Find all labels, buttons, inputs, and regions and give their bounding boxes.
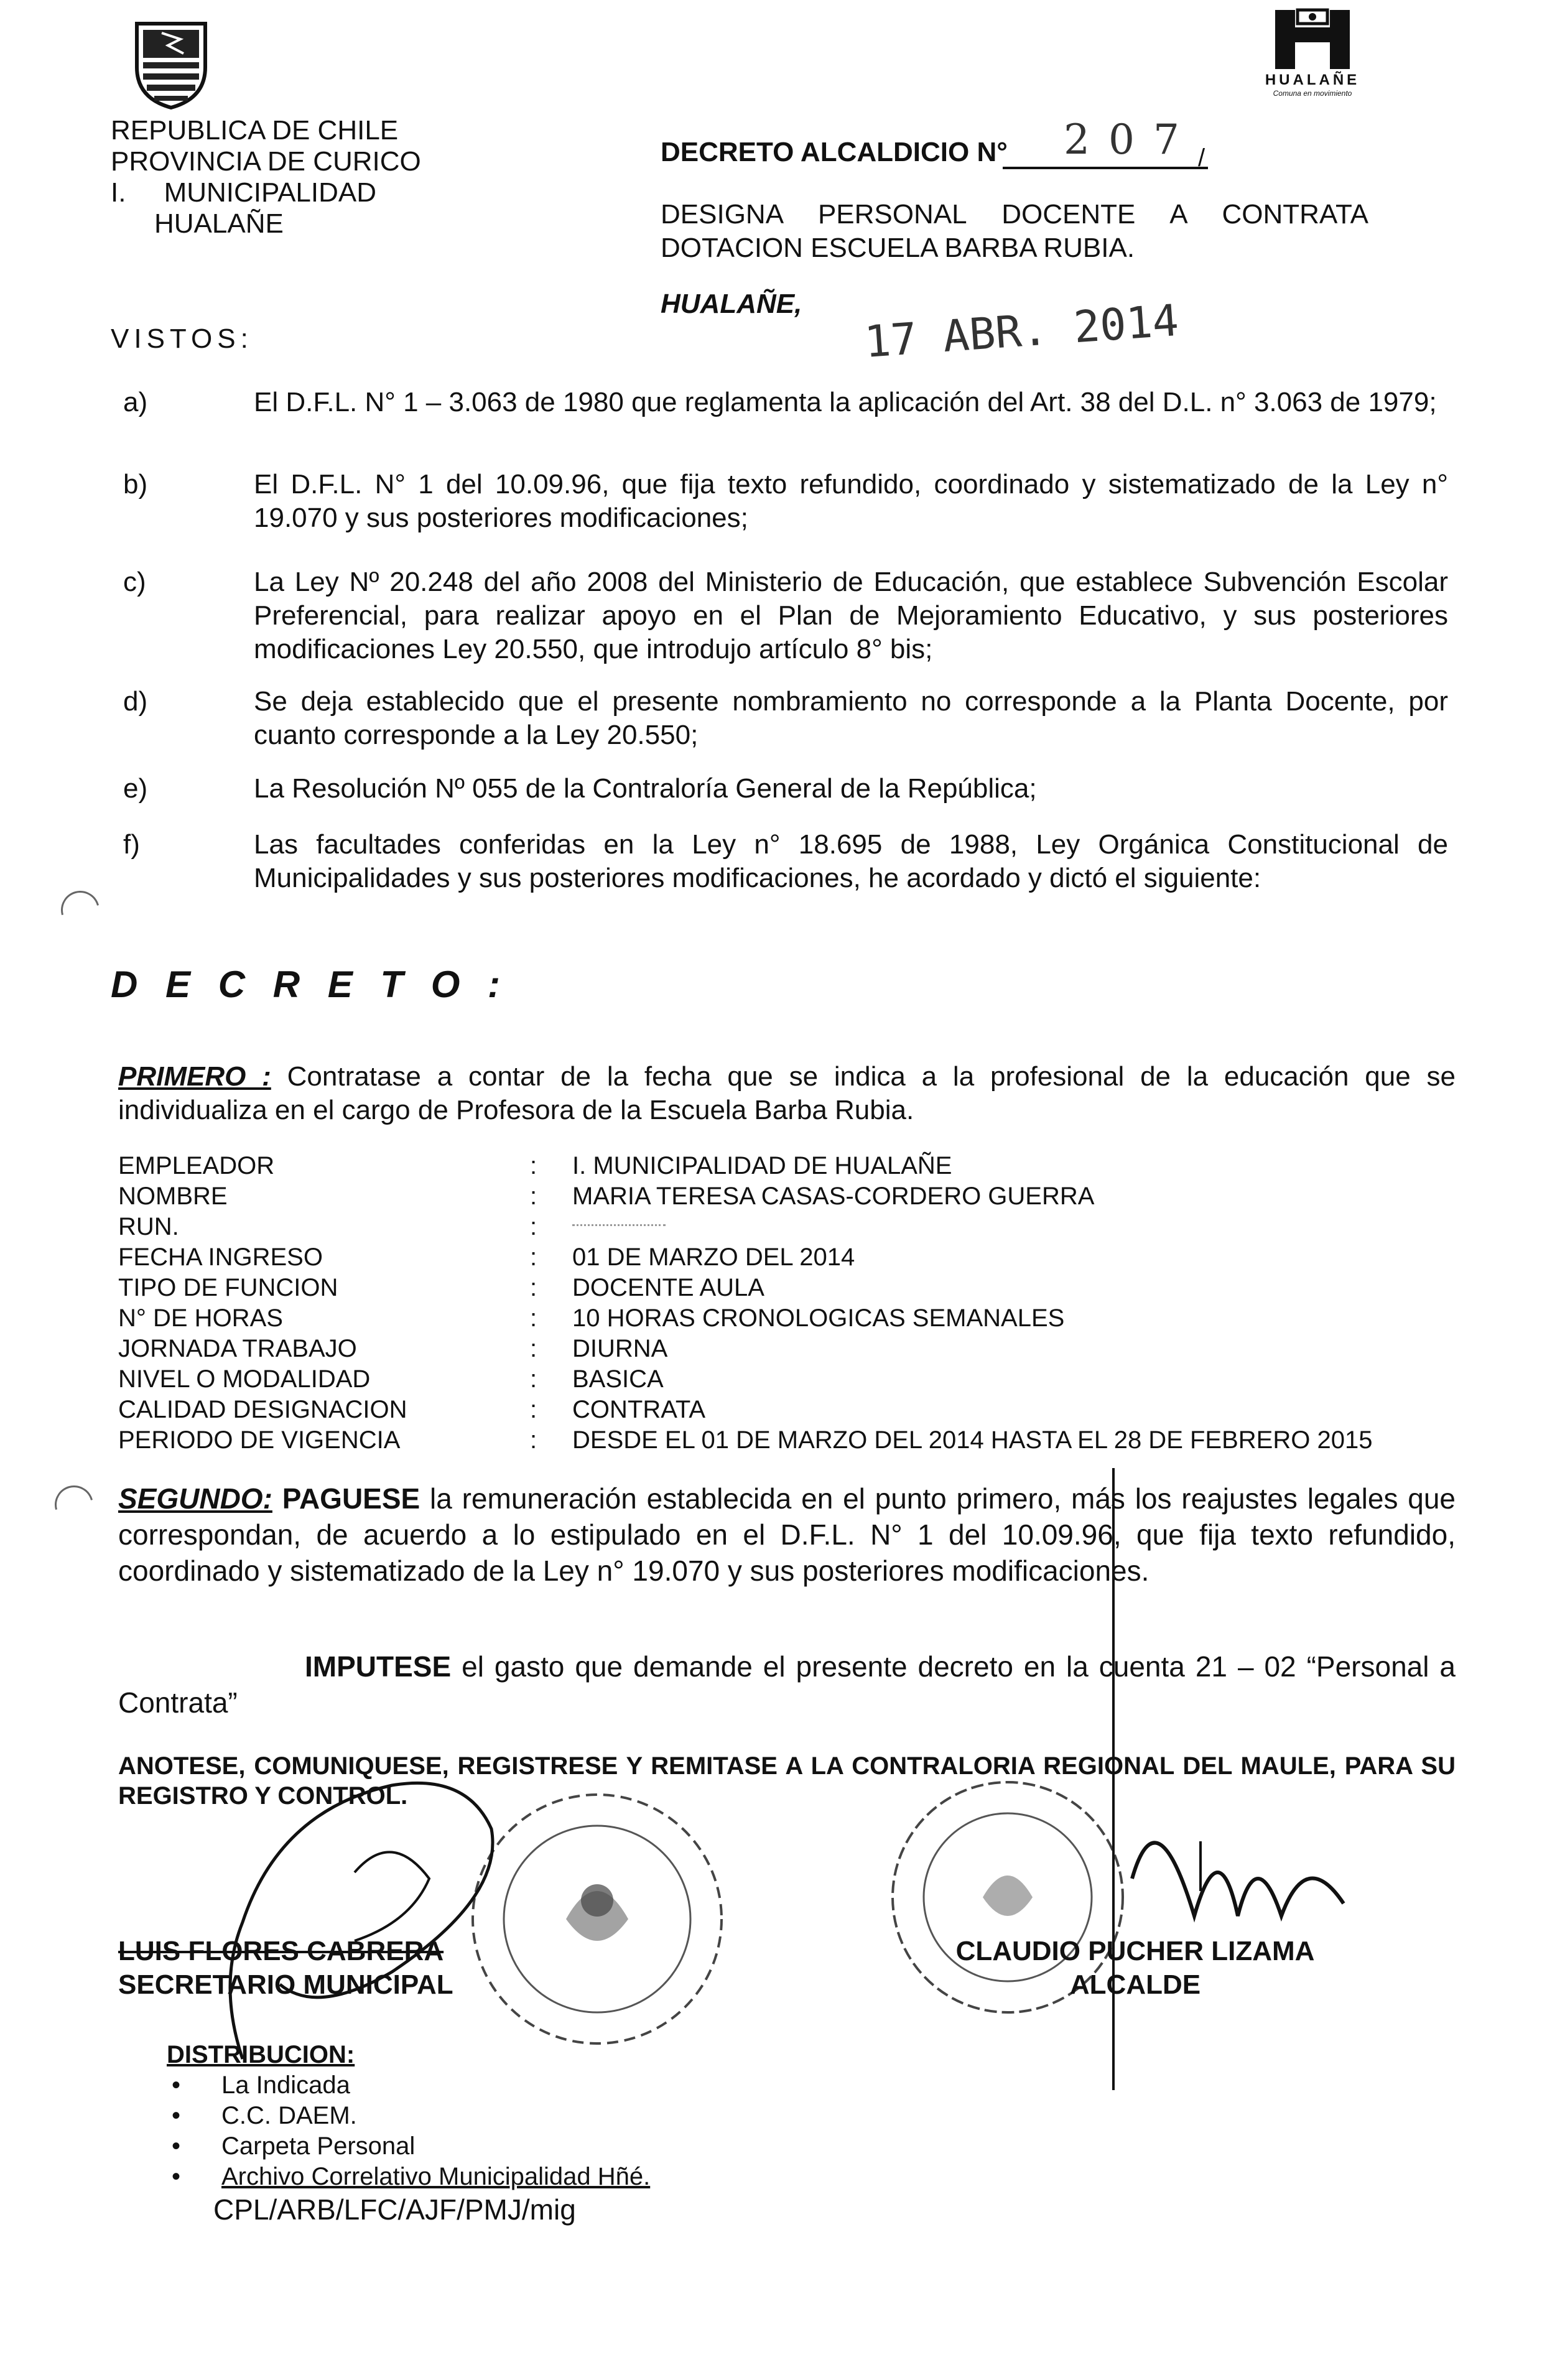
vistos-item (111, 685, 1448, 760)
issuer-block (111, 115, 422, 239)
distribution-title: DISTRIBUCION: (167, 2041, 355, 2068)
detail-colon: : (530, 1335, 537, 1362)
detail-row (118, 1181, 1536, 1212)
detail-row (118, 1334, 1536, 1365)
municipality-logo-name: HUALAÑE (1265, 72, 1360, 88)
distribution-item: • La Indicada (172, 2070, 789, 2101)
detail-colon: : (530, 1213, 537, 1240)
vistos-letter: f) (123, 829, 140, 860)
detail-colon: : (530, 1426, 537, 1454)
detail-colon: : (530, 1152, 537, 1179)
imputese-text: el gasto que demande el presente decreto en la cuenta 21 – 02 “Personal a Contrata” (118, 1650, 1456, 1719)
vistos-item (111, 386, 1448, 454)
distribution-item: • Carpeta Personal (172, 2131, 789, 2162)
primero-paragraph (118, 1060, 1456, 1127)
issuer-line: REPUBLICA DE CHILE (111, 115, 399, 146)
punch-hole-mark (54, 884, 107, 937)
decree-number-underline (1003, 167, 1208, 169)
distribution-item: • C.C. DAEM. (172, 2101, 789, 2131)
vistos-text: La Ley Nº 20.248 del año 2008 del Ministerio de Educación, que establece Subvención Escolar Preferencial, para realizar apoyo en el Plan de Mejoramiento Educativo, y sus posteriores modificaciones Ley 20.550, que introdujo artículo 8° bis; (254, 567, 1448, 664)
distribution-initials: CPL/ARB/LFC/AJF/PMJ/mig (213, 2193, 576, 2226)
decree-label: DECRETO ALCALDICIO N° (661, 137, 1008, 167)
decree-number: 207 (1064, 116, 1198, 164)
redacted-run (572, 1224, 666, 1226)
segundo-label: SEGUNDO: (118, 1482, 272, 1515)
distribution-list (172, 2070, 789, 2192)
vistos-text: Las facultades conferidas en la Ley n° 18.695 de 1988, Ley Orgánica Constitucional de Municipalidades y sus posteriores modificaciones, he acordado y dictó el siguiente: (254, 829, 1448, 893)
vistos-title: VISTOS: (111, 323, 253, 354)
secretario-title: SECRETARIO MUNICIPAL (118, 1969, 453, 2000)
coat-of-arms-logo (124, 17, 218, 111)
detail-value: DIURNA (572, 1335, 668, 1362)
detail-value: I. MUNICIPALIDAD DE HUALAÑE (572, 1152, 952, 1179)
detail-row (118, 1242, 1536, 1273)
vistos-letter: a) (123, 387, 148, 417)
detail-colon: : (530, 1304, 537, 1332)
detail-colon: : (530, 1396, 537, 1423)
vistos-item (111, 565, 1448, 671)
detail-label: TIPO DE FUNCION (118, 1274, 338, 1301)
detail-label: JORNADA TRABAJO (118, 1335, 357, 1362)
municipality-logo-tagline: Comuna en movimiento (1273, 89, 1352, 98)
secretario-name: LUIS FLORES CABRERA (118, 1936, 444, 1966)
issuer-line: PROVINCIA DE CURICO (111, 146, 421, 177)
municipality-logo (1256, 4, 1368, 97)
vistos-text: El D.F.L. N° 1 del 10.09.96, que fija texto refundido, coordinado y sistematizado de la Ley n° 19.070 y sus posteriores modificaciones; (254, 469, 1448, 533)
signature-secretario (205, 1736, 554, 2084)
detail-colon: : (530, 1365, 537, 1393)
detail-colon: : (530, 1183, 537, 1210)
distribution-block (167, 2039, 789, 2227)
detail-value: 01 DE MARZO DEL 2014 (572, 1243, 855, 1271)
vistos-letter: e) (123, 773, 148, 804)
vistos-letter: b) (123, 469, 148, 500)
vistos-letter: d) (123, 686, 148, 717)
imputese-lead: IMPUTESE (305, 1650, 452, 1683)
vistos-text: Se deja establecido que el presente nombramiento no corresponde a la Planta Docente, por cuanto corresponde a la Ley 20.550; (254, 686, 1448, 750)
detail-label: NIVEL O MODALIDAD (118, 1365, 371, 1393)
alcalde-title: ALCALDE (1069, 1969, 1201, 2000)
primero-text: Contratase a contar de la fecha que se indica a la profesional de la educación que se individualiza en el cargo de Profesora de la Escuela Barba Rubia. (118, 1061, 1456, 1125)
vistos-item (111, 468, 1448, 552)
signature-block-right (936, 1935, 1334, 2002)
detail-label: EMPLEADOR (118, 1152, 275, 1179)
segundo-text: la remuneración establecida en el punto primero, más los reajustes legales que correspondan, de acuerdo a lo estipulado en el D.F.L. N° 1 del 10.09.96, que fija texto refundido, coordinado y sistematizado de la Ley n° 19.070 y sus posteriores modificaciones. (118, 1482, 1456, 1587)
detail-value: DOCENTE AULA (572, 1274, 764, 1301)
vistos-item (111, 772, 1448, 822)
detail-colon: : (530, 1243, 537, 1271)
date-stamp: 17 ABR. 2014 (863, 294, 1181, 368)
detail-value: BASICA (572, 1365, 664, 1393)
details-table (118, 1151, 1536, 1462)
detail-colon: : (530, 1274, 537, 1301)
detail-label: NOMBRE (118, 1183, 228, 1210)
signature-block-left (118, 1935, 453, 2002)
detail-row (118, 1303, 1536, 1334)
vistos-item (111, 828, 1448, 896)
issuer-line: I. MUNICIPALIDAD (111, 177, 377, 208)
vistos-list (111, 386, 1448, 896)
vistos-text: El D.F.L. N° 1 – 3.063 de 1980 que reglamenta la aplicación del Art. 38 del D.L. n° 3.063 de 1979; (254, 387, 1437, 417)
decree-subject: DESIGNA PERSONAL DOCENTE A CONTRATA DOTACION ESCUELA BARBA RUBIA. (661, 199, 1368, 263)
primero-label: PRIMERO : (118, 1061, 271, 1092)
punch-hole-mark (48, 1479, 101, 1532)
decree-slash: / (1198, 144, 1205, 172)
detail-label: CALIDAD DESIGNACION (118, 1396, 407, 1423)
detail-value: CONTRATA (572, 1396, 706, 1423)
detail-label: N° DE HORAS (118, 1304, 283, 1332)
detail-value: MARIA TERESA CASAS-CORDERO GUERRA (572, 1183, 1095, 1210)
detail-row (118, 1151, 1536, 1182)
anotese-paragraph: ANOTESE, COMUNIQUESE, REGISTRESE Y REMITASE A LA CONTRALORIA REGIONAL DEL MAULE, PARA SU REGISTRO Y CONTROL. (118, 1752, 1456, 1810)
detail-row (118, 1212, 1536, 1243)
decree-place: HUALAÑE, (661, 289, 802, 319)
detail-row (118, 1364, 1536, 1395)
decreto-title: D E C R E T O : (111, 964, 509, 1005)
segundo-lead: PAGUESE (282, 1482, 420, 1515)
detail-row (118, 1273, 1536, 1304)
detail-label: PERIODO DE VIGENCIA (118, 1426, 401, 1454)
detail-label: FECHA INGRESO (118, 1243, 323, 1271)
issuer-line: HUALAÑE (154, 208, 284, 239)
vistos-letter: c) (123, 567, 146, 597)
alcalde-name: CLAUDIO PUCHER LIZAMA (955, 1936, 1315, 1966)
distribution-item: • Archivo Correlativo Municipalidad Hñé. (172, 2162, 789, 2192)
detail-value: DESDE EL 01 DE MARZO DEL 2014 HASTA EL 28 DE FEBRERO 2015 (572, 1426, 1373, 1454)
vistos-text: La Resolución Nº 055 de la Contraloría General de la República; (254, 773, 1037, 804)
detail-row (118, 1395, 1536, 1426)
detail-value: 10 HORAS CRONOLOGICAS SEMANALES (572, 1304, 1065, 1332)
detail-label: RUN. (118, 1213, 179, 1240)
